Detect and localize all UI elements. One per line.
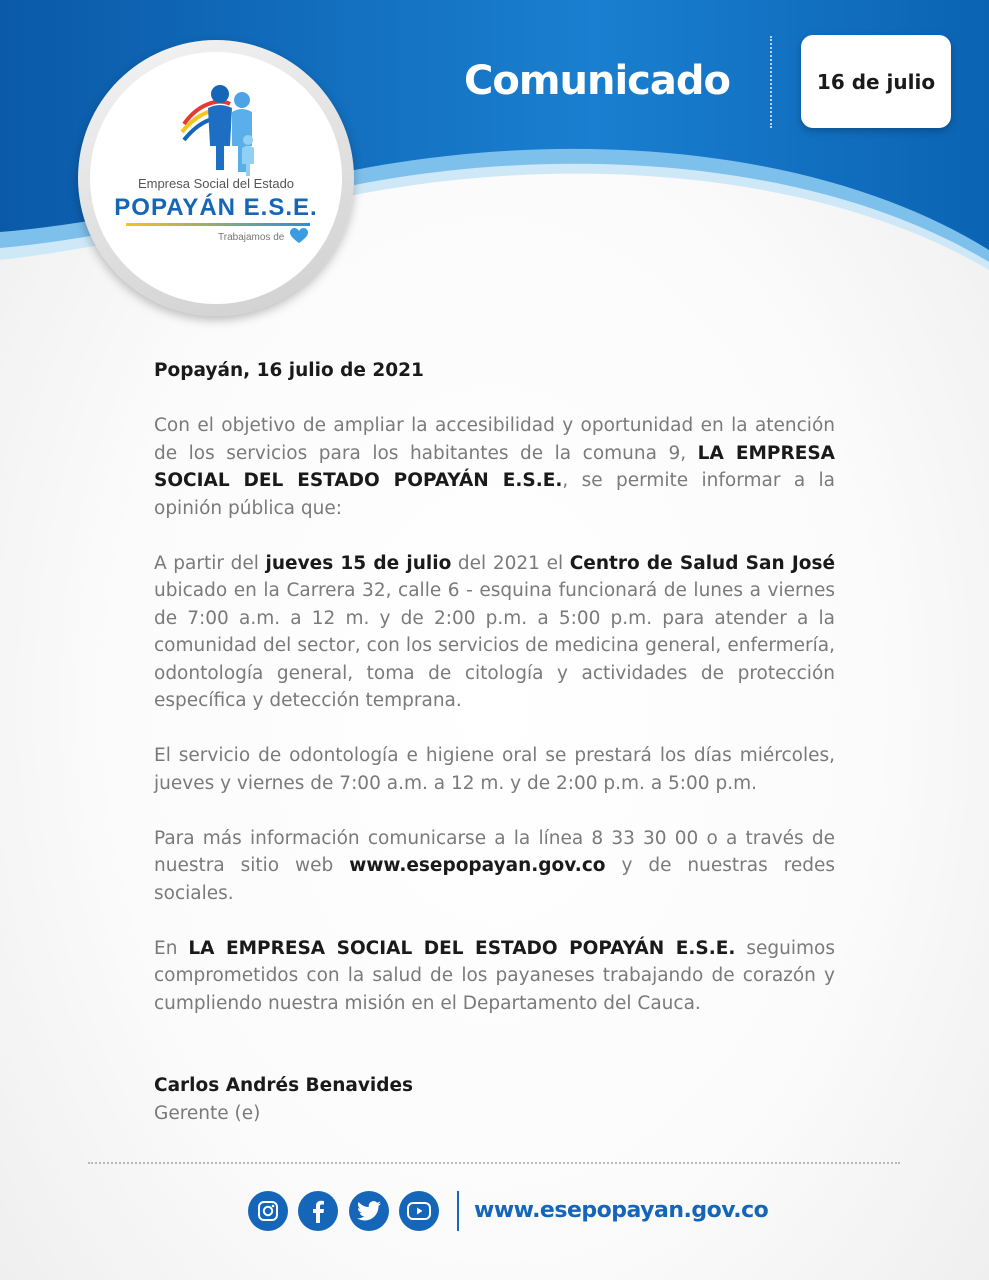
paragraph-schedule bbox=[154, 550, 835, 715]
page-title: Comunicado bbox=[464, 58, 730, 104]
health-center-name: Centro de Salud San José bbox=[569, 552, 836, 574]
logo bbox=[78, 40, 354, 316]
heart-icon bbox=[290, 228, 308, 244]
website-link[interactable]: www.esepopayan.gov.co bbox=[474, 1198, 769, 1223]
schedule-text: A partir del bbox=[154, 552, 266, 574]
date-badge: 16 de julio bbox=[801, 35, 951, 128]
contact-text-end: y de nuestras redes sociales. bbox=[154, 855, 835, 904]
paragraph-contact bbox=[154, 825, 835, 908]
dateline: Popayán, 16 julio de 2021 bbox=[154, 360, 424, 381]
youtube-icon[interactable] bbox=[399, 1191, 439, 1231]
intro-org-name: LA EMPRESA SOCIAL DEL ESTADO POPAYÁN E.S.E. bbox=[154, 442, 835, 491]
signer-name: Carlos Andrés Benavides bbox=[154, 1075, 414, 1096]
header-divider bbox=[770, 36, 772, 128]
instagram-icon[interactable] bbox=[248, 1191, 288, 1231]
logo-underline bbox=[126, 223, 310, 226]
logo-name: POPAYÁN E.S.E. bbox=[114, 194, 318, 221]
logo-org-line: Empresa Social del Estado bbox=[137, 176, 295, 191]
facebook-icon[interactable] bbox=[298, 1191, 338, 1231]
paragraph-dental: El servicio de odontología e higiene oral se prestará los días miércoles, jueves y viernes de 7:00 a.m. a 12 m. y de 2:00 p.m. a 5:00 p.m. bbox=[154, 745, 835, 794]
paragraph-closing bbox=[154, 935, 835, 1018]
logo-tagline: Trabajamos de bbox=[218, 232, 285, 243]
contact-website: www.esepopayan.gov.co bbox=[349, 855, 606, 876]
paragraph-intro bbox=[154, 412, 835, 522]
closing-text-end: seguimos comprometidos con la salud de los payaneses trabajando de corazón y cumpliendo nuestra misión en el Departamento del Cauca. bbox=[154, 937, 835, 1014]
contact-text: Para más información comunicarse a la línea 8 33 30 00 o a través de nuestra sitio web bbox=[154, 827, 835, 876]
family-icon bbox=[178, 84, 268, 180]
twitter-icon[interactable] bbox=[349, 1191, 389, 1231]
intro-text: Con el objetivo de ampliar la accesibilidad y oportunidad en la atención de los servicios para los habitantes de la comuna 9, bbox=[154, 415, 835, 464]
closing-text: En bbox=[154, 937, 189, 959]
letter-body bbox=[154, 357, 835, 1127]
schedule-text-end: ubicado en la Carrera 32, calle 6 - esquina funcionará de lunes a viernes de 7:00 a.m. a 12 m. y de 2:00 p.m. a 5:00 p.m. para atender a la comunidad del sector, con los servicios de medicina general, enfermería, odontología general, toma de citología y actividades de protección específica y detección temprana. bbox=[154, 580, 835, 711]
schedule-text-mid: del 2021 el bbox=[451, 552, 570, 574]
closing-org-name: LA EMPRESA SOCIAL DEL ESTADO POPAYÁN E.S.E. bbox=[188, 937, 736, 959]
footer-divider bbox=[88, 1162, 900, 1164]
schedule-date: jueves 15 de julio bbox=[265, 552, 452, 574]
signer-title: Gerente (e) bbox=[154, 1102, 261, 1124]
intro-text-end: , se permite informar a la opinión pública que: bbox=[154, 470, 835, 519]
footer-separator bbox=[457, 1191, 459, 1231]
